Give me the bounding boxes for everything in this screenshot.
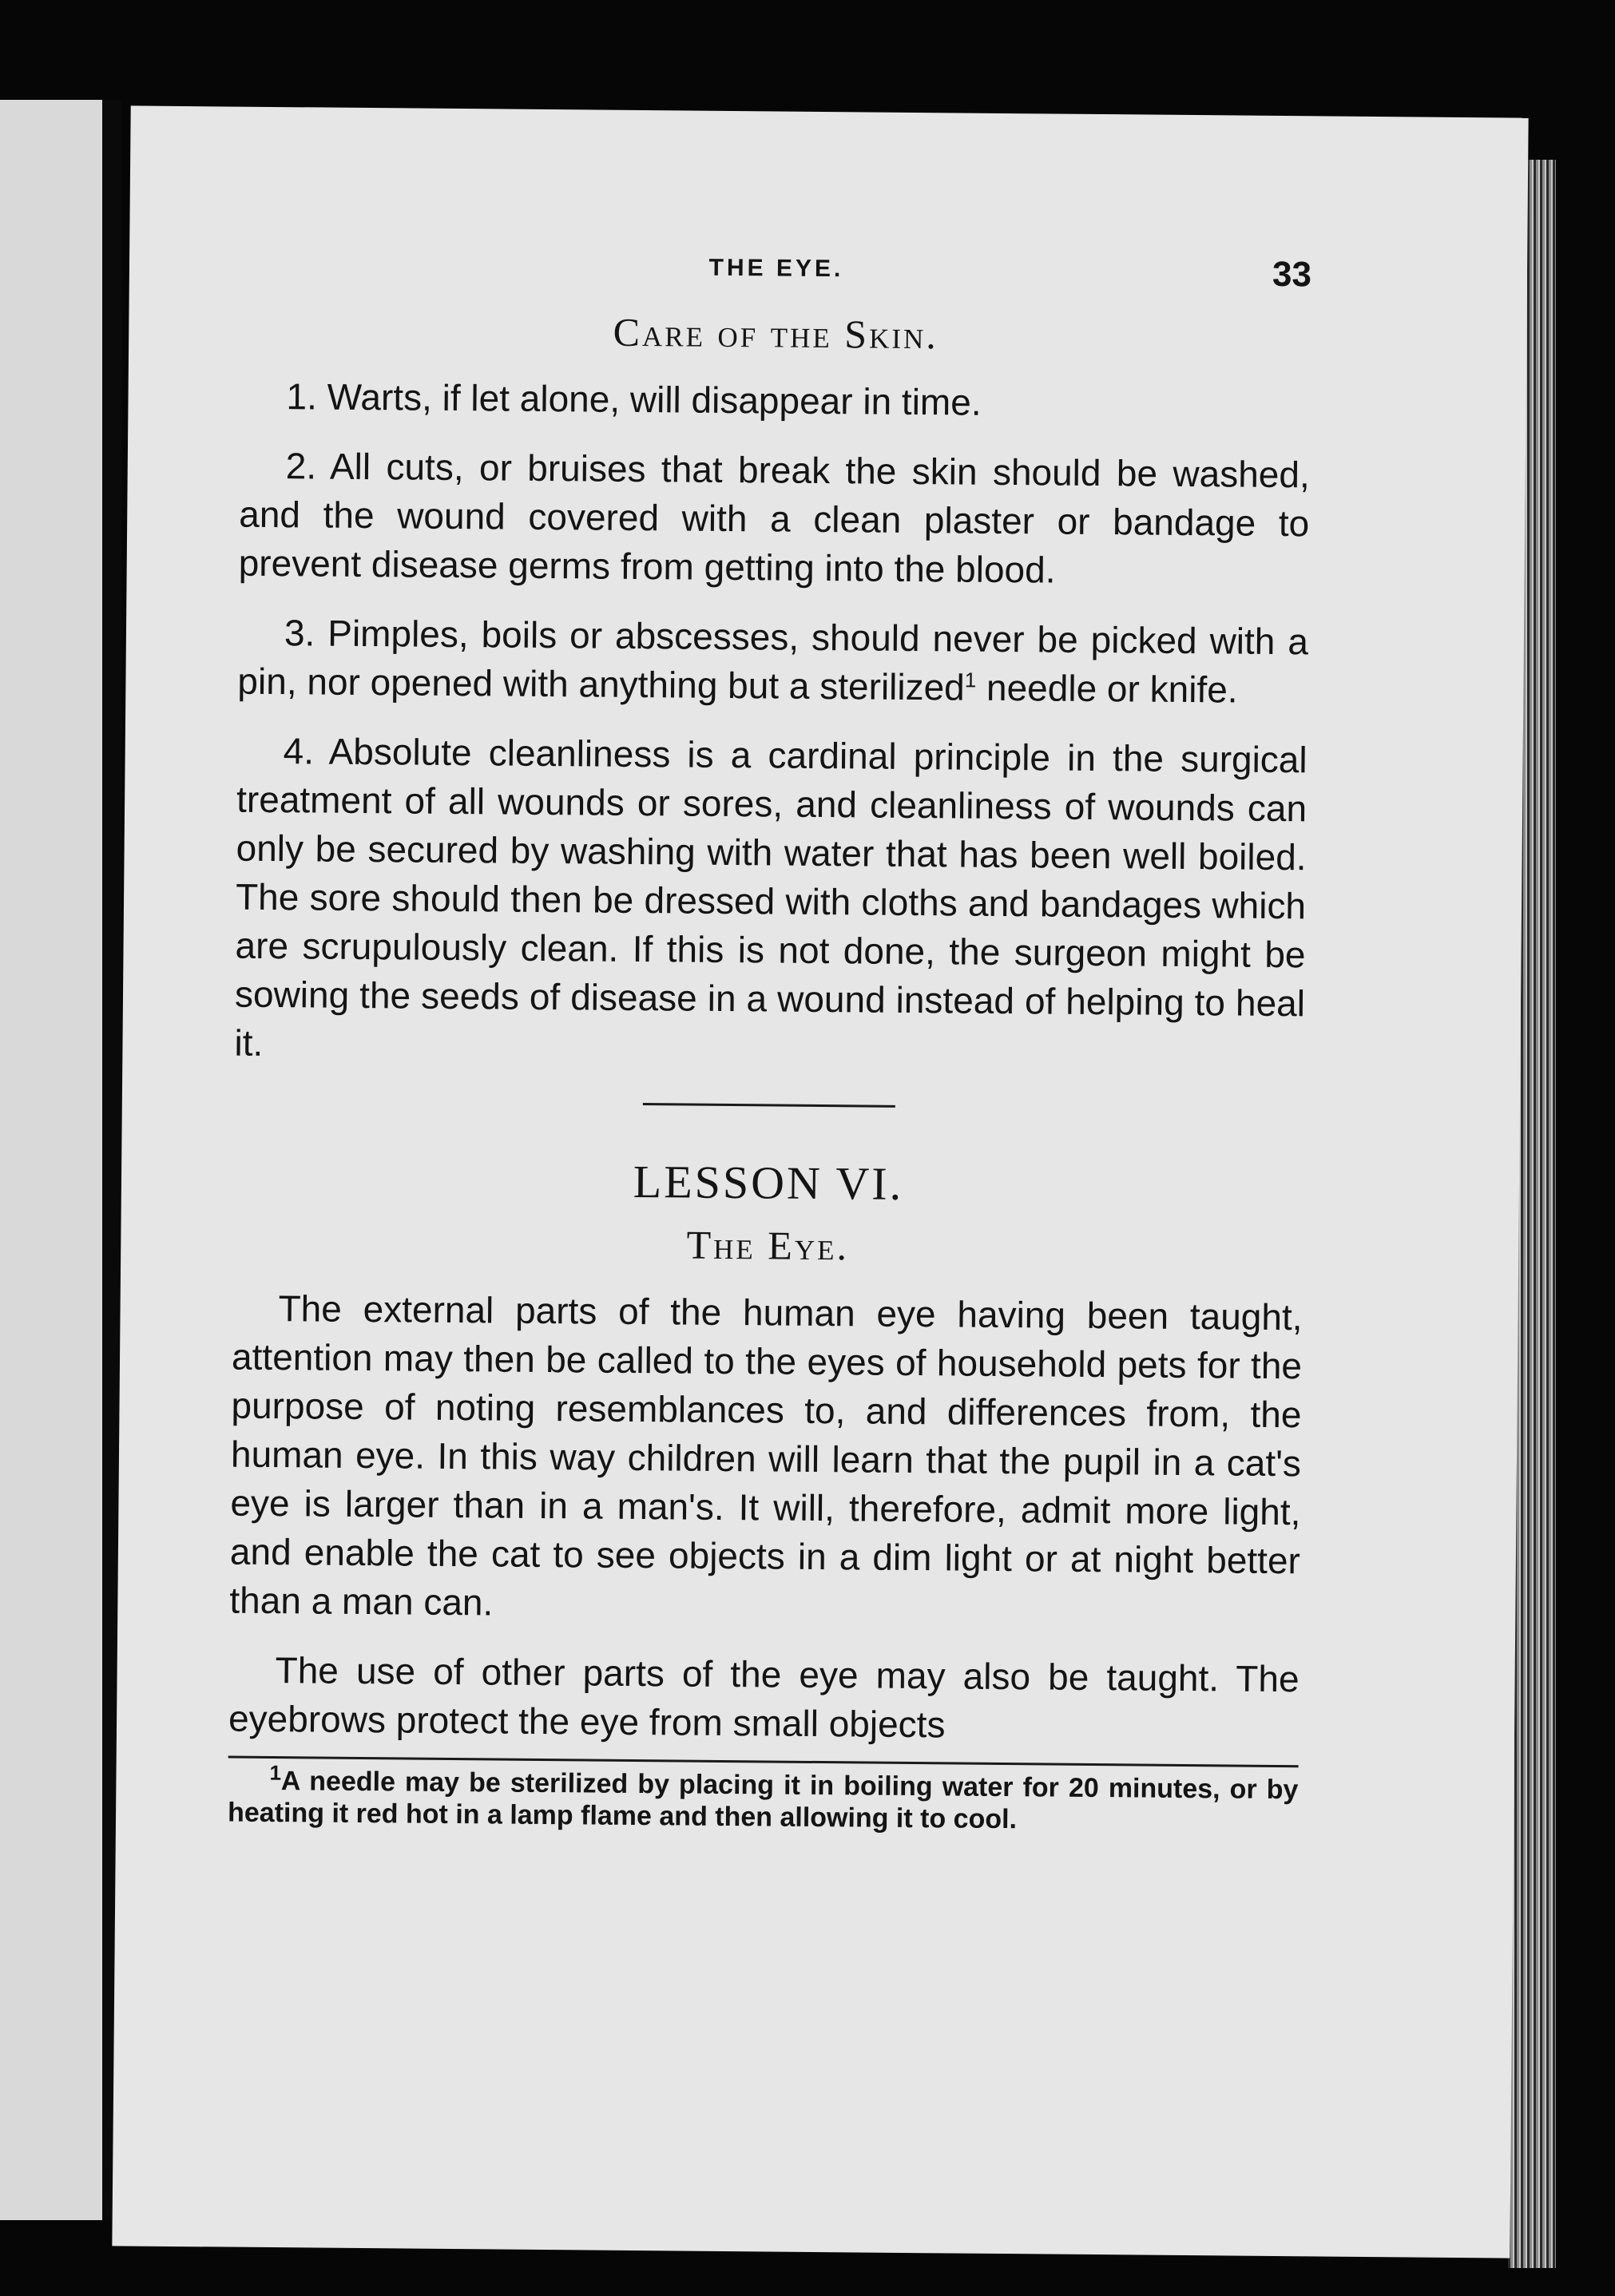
- skin-item-2: 2. All cuts, or bruises that break the skin should be washed, and the wound covered with a clean plaster or bandage to prevent disease germs from getting into the blood.: [238, 445, 1310, 591]
- footnote-text: A needle may be sterilized by placing it in boiling water for 20 minutes, or by heating it red hot in a lamp flame and then allowing it to cool.: [227, 1766, 1299, 1835]
- lesson-paragraph-2: The use of other parts of the eye may also be taught. The eyebrows protect the eye from small objects: [228, 1649, 1300, 1746]
- book-page: [112, 105, 1528, 2258]
- page-content: [228, 251, 1311, 1838]
- footnote: [227, 1760, 1299, 1838]
- section-divider: [643, 1103, 895, 1108]
- running-title: THE EYE.: [708, 254, 844, 283]
- section-heading-care-of-skin: Care of the Skin.: [613, 309, 939, 358]
- skin-item-3-text: 3. Pimples, boils or abscesses, should never be picked with a pin, nor opened with anything but a sterilized: [237, 612, 1309, 708]
- footnote-marker-ref: 1: [269, 1760, 282, 1785]
- footnote-marker: 1: [964, 668, 977, 692]
- skin-item-1: 1. Warts, if let alone, will disappear in time.: [286, 375, 982, 423]
- lesson-subtitle: The Eye.: [686, 1222, 850, 1269]
- page-number: 33: [1272, 254, 1312, 295]
- left-page-edge: [0, 100, 102, 2220]
- lesson-title: LESSON VI.: [633, 1155, 904, 1210]
- lesson-paragraph-1: The external parts of the human eye having been taught, attention may then be called to the eyes of household pets for the purpose of noting resemblances to, and differences from, the human eye. In this way children will learn that the pupil in a cat's eye is larger than in a man's. It will, therefore, admit more light, and enable the cat to see objects in a dim light or at night better than a man can.: [229, 1287, 1303, 1624]
- skin-item-3: [237, 609, 1308, 716]
- running-head: [241, 251, 1312, 316]
- skin-item-3-continuation: needle or knife.: [986, 666, 1238, 711]
- skin-item-4: 4. Absolute cleanliness is a cardinal principle in the surgical treatment of all wounds or sores, and cleanliness of wounds can only be secured by washing with water that has been well boiled. The sore should then be dressed with cloths and bandages which are scrupulously clean. If this is not done, the surgeon might be sowing the seeds of disease in a wound instead of helping to heal it.: [234, 730, 1307, 1064]
